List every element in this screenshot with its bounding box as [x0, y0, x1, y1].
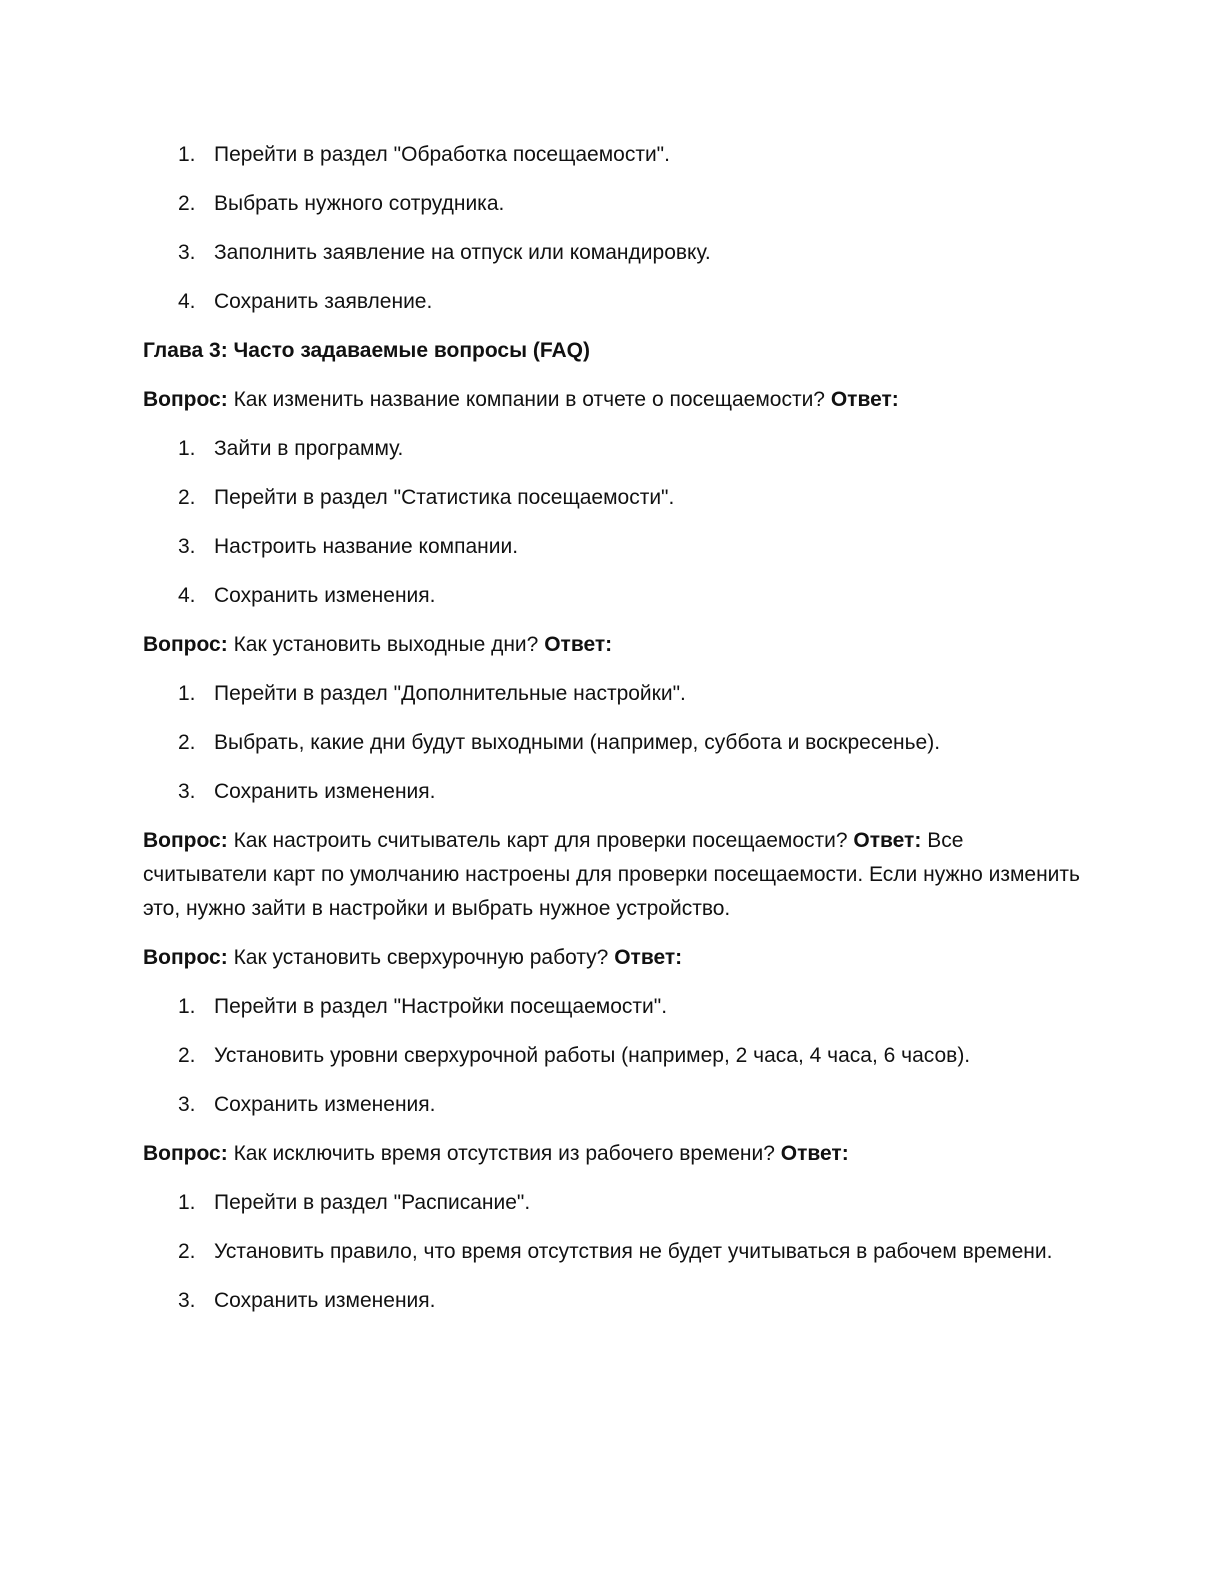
list-item [143, 481, 1083, 515]
answer-label: Ответ: [544, 633, 613, 656]
list-item-text: Выбрать нужного сотрудника. [214, 192, 505, 215]
question-label: Вопрос: [143, 633, 228, 656]
list-item-text: Установить уровни сверхурочной работы (например, 2 часа, 4 часа, 6 часов). [214, 1044, 971, 1067]
list-item-text: Выбрать, какие дни будут выходными (например, суббота и воскресенье). [214, 731, 941, 754]
question-text: Как изменить название компании в отчете о посещаемости? [233, 388, 825, 411]
answer-label: Ответ: [830, 388, 899, 411]
list-item-text: Сохранить изменения. [214, 1289, 436, 1312]
question-text: Как исключить время отсутствия из рабочего времени? [233, 1142, 775, 1165]
list-item-number: 2. [178, 1240, 196, 1263]
question-label: Вопрос: [143, 1142, 228, 1165]
question-label: Вопрос: [143, 946, 228, 969]
list-item-number: 3. [178, 241, 196, 264]
list-item [143, 1186, 1083, 1220]
list-item [143, 530, 1083, 564]
faq-question [143, 628, 1083, 662]
list-item [143, 1235, 1083, 1269]
list-item-text: Сохранить заявление. [214, 290, 433, 313]
list-item-number: 1. [178, 682, 196, 705]
list-item-text: Перейти в раздел "Настройки посещаемости". [214, 995, 668, 1018]
faq-steps-list [143, 1186, 1083, 1318]
answer-label: Ответ: [614, 946, 683, 969]
answer-label: Ответ: [853, 829, 922, 852]
question-text: Как установить выходные дни? [233, 633, 539, 656]
top-steps-list [143, 138, 1083, 319]
list-item [143, 1039, 1083, 1073]
list-item-number: 3. [178, 535, 196, 558]
document-page [143, 138, 1083, 1333]
question-label: Вопрос: [143, 388, 228, 411]
list-item [143, 1088, 1083, 1122]
list-item-number: 1. [178, 143, 196, 166]
list-item [143, 677, 1083, 711]
list-item-text: Заполнить заявление на отпуск или командировку. [214, 241, 711, 264]
list-item-number: 2. [178, 486, 196, 509]
question-text: Как установить сверхурочную работу? [233, 946, 609, 969]
list-item-text: Установить правило, что время отсутствия не будет учитываться в рабочем времени. [214, 1240, 1053, 1263]
list-item-number: 1. [178, 437, 196, 460]
list-item-number: 2. [178, 192, 196, 215]
faq-steps-list [143, 432, 1083, 613]
faq-question [143, 383, 1083, 417]
list-item-number: 1. [178, 995, 196, 1018]
list-item-text: Сохранить изменения. [214, 780, 436, 803]
list-item-text: Перейти в раздел "Расписание". [214, 1191, 531, 1214]
faq-steps-list [143, 677, 1083, 809]
chapter-heading: Глава 3: Часто задаваемые вопросы (FAQ) [143, 339, 590, 362]
list-item-text: Сохранить изменения. [214, 584, 436, 607]
faq-question [143, 824, 1083, 926]
list-item [143, 187, 1083, 221]
list-item-number: 3. [178, 1093, 196, 1116]
list-item-text: Зайти в программу. [214, 437, 404, 460]
list-item-number: 3. [178, 780, 196, 803]
list-item [143, 138, 1083, 172]
list-item-number: 2. [178, 1044, 196, 1067]
list-item-text: Перейти в раздел "Обработка посещаемости". [214, 143, 670, 166]
faq-question [143, 941, 1083, 975]
list-item [143, 432, 1083, 466]
list-item [143, 236, 1083, 270]
question-label: Вопрос: [143, 829, 228, 852]
list-item [143, 726, 1083, 760]
list-item [143, 579, 1083, 613]
list-item-text: Перейти в раздел "Статистика посещаемости". [214, 486, 675, 509]
faq-question [143, 1137, 1083, 1171]
answer-label: Ответ: [780, 1142, 849, 1165]
list-item [143, 990, 1083, 1024]
list-item-text: Настроить название компании. [214, 535, 519, 558]
list-item [143, 1284, 1083, 1318]
list-item-number: 4. [178, 290, 196, 313]
list-item-number: 4. [178, 584, 196, 607]
faq-steps-list [143, 990, 1083, 1122]
list-item-text: Перейти в раздел "Дополнительные настройки". [214, 682, 686, 705]
question-text: Как настроить считыватель карт для проверки посещаемости? [233, 829, 848, 852]
list-item [143, 285, 1083, 319]
answer-text: Все считыватели карт по умолчанию настроены для проверки посещаемости. Если нужно изменить это, нужно зайти в настройки и выбрать нужное устройство. [143, 829, 1080, 920]
list-item-number: 2. [178, 731, 196, 754]
list-item-number: 1. [178, 1191, 196, 1214]
list-item-text: Сохранить изменения. [214, 1093, 436, 1116]
list-item [143, 775, 1083, 809]
list-item-number: 3. [178, 1289, 196, 1312]
